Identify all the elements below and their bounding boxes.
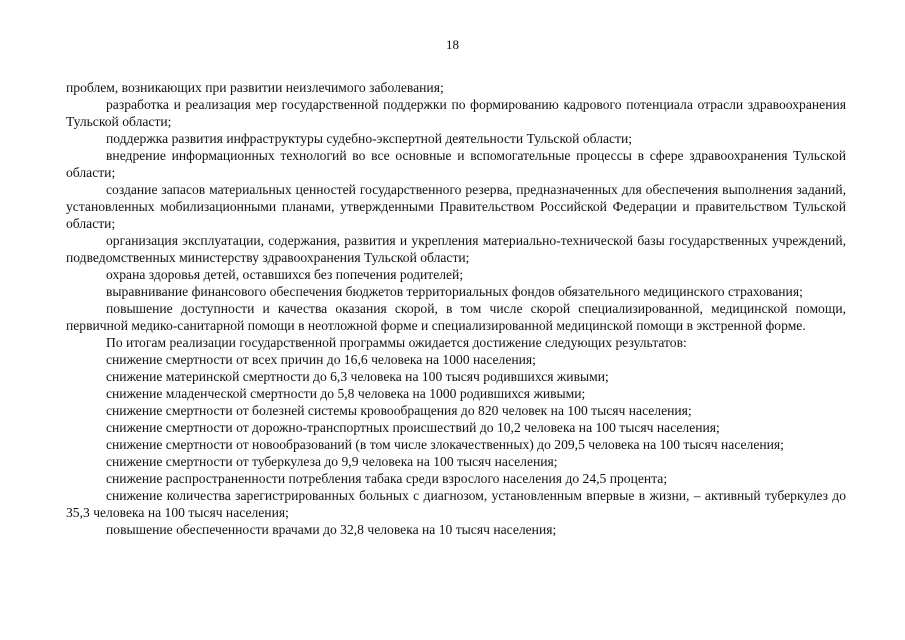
- paragraph: снижение смертности от болезней системы кровообращения до 820 человек на 100 тысяч населения;: [106, 403, 692, 418]
- paragraph: снижение младенческой смертности до 5,8 человека на 1000 родившихся живыми;: [106, 386, 586, 401]
- paragraph: снижение смертности от дорожно-транспортных происшествий до 10,2 человека на 100 тысяч населения;: [106, 420, 720, 435]
- paragraph: проблем, возникающих при развитии неизлечимого заболевания;: [66, 80, 444, 95]
- paragraph: снижение смертности от новообразований (в том числе злокачественных) до 209,5 человека на 100 тысяч населения;: [106, 437, 784, 452]
- paragraph: снижение смертности от всех причин до 16,6 человека на 1000 населения;: [106, 352, 536, 367]
- paragraph: создание запасов материальных ценностей государственного резерва, предназначенных для обеспечения выполнения заданий, установленных мобилизационными планами, утвержденными Правительством Российской Федерации и правительством Тульской области;: [66, 182, 846, 231]
- paragraph: снижение распространенности потребления табака среди взрослого населения до 24,5 процента;: [106, 471, 668, 486]
- paragraph: охрана здоровья детей, оставшихся без попечения родителей;: [106, 267, 464, 282]
- paragraph: повышение обеспеченности врачами до 32,8 человека на 10 тысяч населения;: [106, 522, 557, 537]
- page-number: 18: [446, 37, 459, 52]
- paragraph: снижение смертности от туберкулеза до 9,9 человека на 100 тысяч населения;: [106, 454, 558, 469]
- paragraph: организация эксплуатации, содержания, развития и укрепления материально-технической базы государственных учреждений, подведомственных министерству здравоохранения Тульской области;: [66, 233, 846, 265]
- paragraph: внедрение информационных технологий во все основные и вспомогательные процессы в сфере здравоохранения Тульской области;: [66, 148, 846, 180]
- document-body: [66, 79, 846, 538]
- paragraph: поддержка развития инфраструктуры судебно-экспертной деятельности Тульской области;: [106, 131, 633, 146]
- paragraph: снижение количества зарегистрированных больных с диагнозом, установленным впервые в жизни, – активный туберкулез до 35,3 человека на 100 тысяч населения;: [66, 488, 846, 520]
- paragraph: выравнивание финансового обеспечения бюджетов территориальных фондов обязательного медицинского страхования;: [106, 284, 803, 299]
- paragraph: повышение доступности и качества оказания скорой, в том числе скорой специализированной, медицинской помощи, первичной медико-санитарной помощи в неотложной форме и специализированной медицинской помощи в экстренной форме.: [66, 301, 846, 333]
- paragraph: снижение материнской смертности до 6,3 человека на 100 тысяч родившихся живыми;: [106, 369, 609, 384]
- paragraph: разработка и реализация мер государственной поддержки по формированию кадрового потенциала отрасли здравоохранения Тульской области;: [66, 97, 846, 129]
- paragraph: По итогам реализации государственной программы ожидается достижение следующих результатов:: [106, 335, 687, 350]
